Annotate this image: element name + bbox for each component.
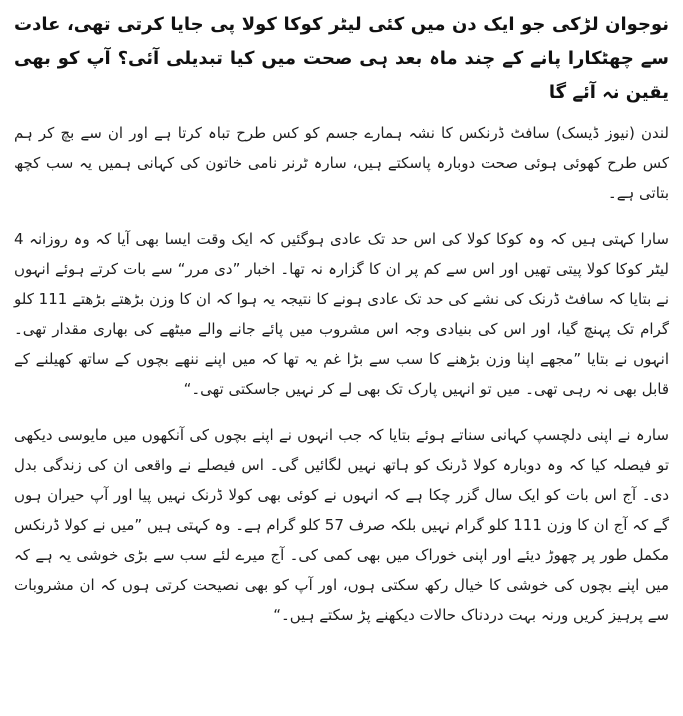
article-paragraph-intro: لندن (نیوز ڈیسک) سافٹ ڈرنکس کا نشہ ہمارے جسم کو کس طرح تباہ کرتا ہے اور ان سے بچ کر ہم کس طرح کھوئی ہوئی صحت دوبارہ پاسکتے ہیں، سارہ ٹرنر نامی خاتون کی کہانی ہمیں یہ سب کچھ بتاتی ہے۔ bbox=[14, 124, 669, 202]
article-headline: نوجوان لڑکی جو ایک دن میں کئی لیٹر کوکا کولا پی جایا کرتی تھی، عادت سے چھٹکارا پانے کے چند ماہ بعد ہی صحت میں کیا تبدیلی آئی؟ آپ کو بھی یقین نہ آئے گا bbox=[14, 14, 669, 103]
article-paragraph-outcome: سارہ نے اپنی دلچسپ کہانی سناتے ہوئے بتایا کہ جب انہوں نے اپنے بچوں کی آنکھوں میں مایوسی دیکھی تو فیصلہ کیا کہ وہ دوبارہ کولا ڈرنک کو ہاتھ نہیں لگائیں گی۔ اس فیصلے نے واقعی ان کی زندگی بدل دی۔ آج اس بات کو ایک سال گزر چکا ہے کہ انہوں نے کوئی بھی کولا ڈرنک نہیں پیا اور آپ حیران ہوں گے کہ آج ان کا وزن 111 کلو گرام نہیں بلکہ صرف 57 کلو گرام ہے۔ وہ کہتی ہیں ”میں نے کولا ڈرنکس مکمل طور پر چھوڑ دیئے اور اپنی خوراک میں بھی کمی کی۔ آج میرے لئے سب سے بڑی خوشی یہ ہے کہ میں اپنے بچوں کی خوشی کا خیال رکھ سکتی ہوں، اور آپ کو بھی نصیحت کرتی ہوں کہ ان مشروبات سے پرہیز کریں ورنہ بہت دردناک حالات دیکھنے پڑ سکتے ہیں۔“ bbox=[14, 426, 669, 624]
article-paragraph-story: سارا کہتی ہیں کہ وہ کوکا کولا کی اس حد تک عادی ہوگئیں کہ ایک وقت ایسا بھی آیا کہ وہ روزانہ 4 لیٹر کوکا کولا پیتی تھیں اور اس سے کم پر ان کا گزارہ نہ تھا۔ اخبار ”دی مرر“ سے بات کرتے ہوئے انہوں نے بتایا کہ سافٹ ڈرنک کی نشے کی حد تک عادی ہونے کا نتیجہ یہ ہوا کہ ان کا وزن بڑھتے بڑھتے 111 کلو گرام تک پہنچ گیا، اور اس کی بنیادی وجہ اس مشروب میں پائے جانے والے میٹھے کی بھاری مقدار تھی۔ انہوں نے بتایا ”مجھے اپنا وزن بڑھنے کا سب سے بڑا غم یہ تھا کہ میں اپنے ننھے بچوں کے ساتھ کھیلنے کے قابل بھی نہ رہی تھی۔ میں تو انہیں پارک تک بھی لے کر نہیں جاسکتی تھی۔“ bbox=[14, 230, 670, 398]
